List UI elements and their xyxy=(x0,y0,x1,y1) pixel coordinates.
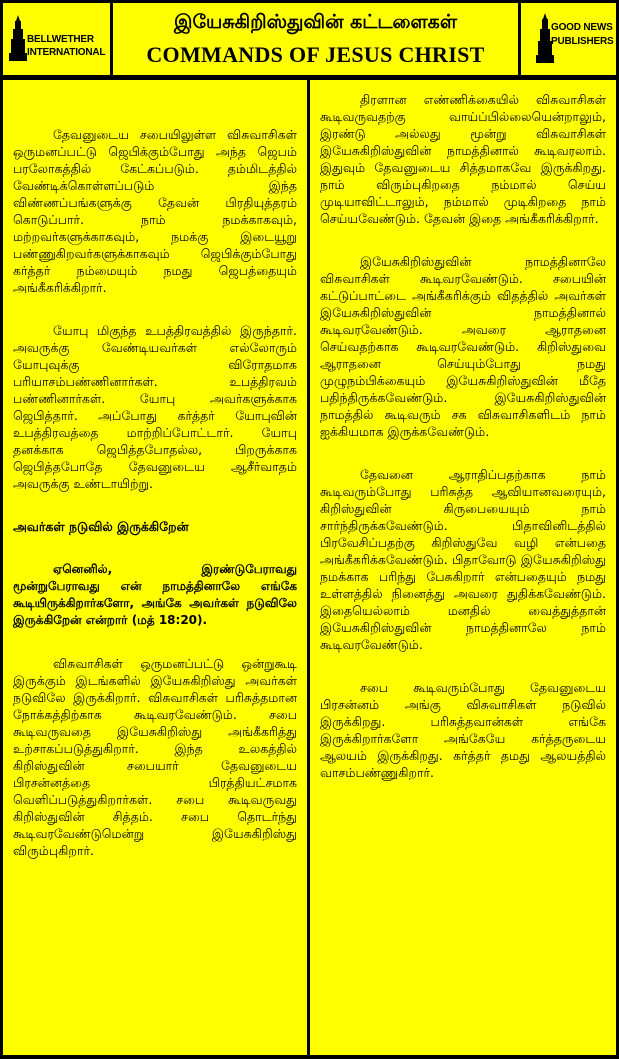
publisher-name-left-line2: INTERNATIONAL xyxy=(27,47,106,58)
publisher-logo-right xyxy=(521,3,616,75)
bell-tower-icon xyxy=(7,13,29,63)
publisher-logo-left xyxy=(3,3,110,75)
publisher-name-right-line2: PUBLISHERS xyxy=(551,36,614,47)
page-title-banner xyxy=(113,3,518,75)
right-column xyxy=(310,80,616,1055)
paragraph: விசுவாசிகள் ஒருமனப்பட்டு ஒன்றுகூடி இருக்கும் இடங்களில் இயேசுகிறிஸ்து அவர்கள் நடுவிலே இருக்கிறார். விசுவாசிகள் பரிசுத்தமான நோக்கத்திற்காக கூடிவரவேண்டும். சபை கூடிவருவதை இயேசுகிறிஸ்து அங்கீகரித்து உற்சாகப்படுத்துகிறார். இந்த உலகத்தில் கிறிஸ்துவின் சபையார் தேவனுடைய பிரசன்னத்தை பிரத்தியட்சமாக வெளிப்படுத்துகிறார்கள். சபை கூடிவருவது கிறிஸ்துவின் சித்தம். சபை தொடர்ந்து கூடிவரவேண்டுமென்று இயேசுகிறிஸ்து விரும்புகிறார். xyxy=(13,656,297,858)
paragraph: திரளான எண்ணிக்கையில் விசுவாசிகள் கூடிவருவதற்கு வாய்ப்பில்லையென்றாலும், இரண்டு அல்லது மூன்று விசுவாசிகள் இயேசுகிறிஸ்துவின் நாமத்தினால் கூடிவரலாம். இதுவும் தேவனுடைய சித்தமாகவே இருக்கிறது. நாம் விரும்புகிறதை நம்மால் செய்ய முடியாவிட்டாலும், நம்மால் முடிகிறதை நாம் செய்யவேண்டும். தேவன் இதை அங்கீகரிக்கிறார். xyxy=(320,92,606,226)
paragraph: தேவனுடைய சபையிலுள்ள விசுவாசிகள் ஒருமனப்பட்டு ஜெபிக்கும்போது அந்த ஜெபம் பரலோகத்தில் கேட்கப்படும். தம்மிடத்தில் வேண்டிக்கொள்ளப்படும் இந்த விண்ணப்பங்களுக்கு தேவன் பிரதியுத்தரம் கொடுப்பார். நாம் நமக்காகவும், மற்றவர்களுக்காகவும், நமக்கு இடையூறு பண்ணுகிறவர்களுக்காகவும் ஜெபிக்கும்போது கர்த்தர் நம்மையும் நமது ஜெபத்தையும் அங்கீகரிக்கிறார். xyxy=(13,127,297,295)
paragraph: தேவனை ஆராதிப்பதற்காக நாம் கூடிவரும்போது பரிசுத்த ஆவியானவரையும், கிறிஸ்துவின் கிருபையையும் நாம் சார்ந்திருக்கவேண்டும். பிதாவினிடத்தில் பிரவேசிப்பதற்கு கிறிஸ்துவே வழி என்பதை அங்கீகரிக்கவேண்டும். பிதாவோடு இயேசுகிறிஸ்து நமக்காக பரிந்து பேசுகிறார் என்பதையும் நமது உள்ளத்தில் நினைத்து அவரை துதிக்கவேண்டும். இதையெல்லாம் மனதில் வைத்துத்தான் இயேசுகிறிஸ்துவின் நாமத்தினாலே நாம் கூடிவரவேண்டும். xyxy=(320,467,606,652)
paragraph: யோபு மிகுந்த உபத்திரவத்தில் இருந்தார். அவருக்கு வேண்டியவர்கள் எல்லோரும் யோபுவுக்கு விரோதமாக பரியாசம்பண்ணினார்கள். உபத்திரவம் பண்ணினார்கள். யோபு அவர்களுக்காக ஜெபித்தார். அப்போது கர்த்தர் யோபுவின் உபத்திரவத்தை மாற்றிப்போட்டார். யோபு தனக்காக ஜெபித்தபோதல்ல, பிறருக்காக ஜெபித்தபோதே தேவனுடைய ஆசீர்வாதம் அவருக்கு உண்டாயிற்று. xyxy=(13,323,297,491)
scripture-verse: ஏனெனில், இரண்டுபேராவது மூன்றுபேராவது என் நாமத்தினாலே எங்கே கூடியிருக்கிறார்களோ, அங்கே அவர்கள் நடுவிலே இருக்கிறேன் என்றார் (மத் 18:20). xyxy=(13,562,297,627)
section-heading: அவர்கள் நடுவில் இருக்கிறேன் xyxy=(13,519,189,534)
page-title-english: COMMANDS OF JESUS CHRIST xyxy=(146,42,485,67)
publisher-name-left-line1: BELLWETHER xyxy=(27,34,94,45)
page-title-tamil: இயேசுகிறிஸ்துவின் கட்டளைகள் xyxy=(174,11,457,33)
paragraph: சபை கூடிவரும்போது தேவனுடைய பிரசன்னம் அங்கு விசுவாசிகள் நடுவில் இருக்கிறது. பரிசுத்தவான்கள் எங்கே இருக்கிறார்களோ அங்கேயே கர்த்தருடைய ஆலயம் இருக்கிறது. கர்த்தர் தமது ஆலயத்தில் வாசம்பண்ணுகிறார். xyxy=(320,680,606,780)
left-column xyxy=(3,80,307,1055)
publisher-name-right-line1: GOOD NEWS xyxy=(551,22,613,33)
paragraph: இயேசுகிறிஸ்துவின் நாமத்தினாலே விசுவாசிகள் கூடிவரவேண்டும். சபையின் கட்டுப்பாட்டை அங்கீகரிக்கும் விதத்தில் அவர்கள் இயேசுகிறிஸ்துவின் நாமத்தினால் கூடிவரவேண்டும். அவரை ஆராதனை செய்வதற்காக கூடிவரவேண்டும். கிறிஸ்துவை ஆராதனை செய்யும்போது நமது முழுநம்பிக்கையும் இயேசுகிறிஸ்துவின் மீதே பதிந்திருக்கவேண்டும். இயேசுகிறிஸ்துவின் நாமத்தில் கூடிவரும் சக விசுவாசிகளிடம் நாம் ஐக்கியமாக இருக்கவேண்டும். xyxy=(320,254,606,439)
